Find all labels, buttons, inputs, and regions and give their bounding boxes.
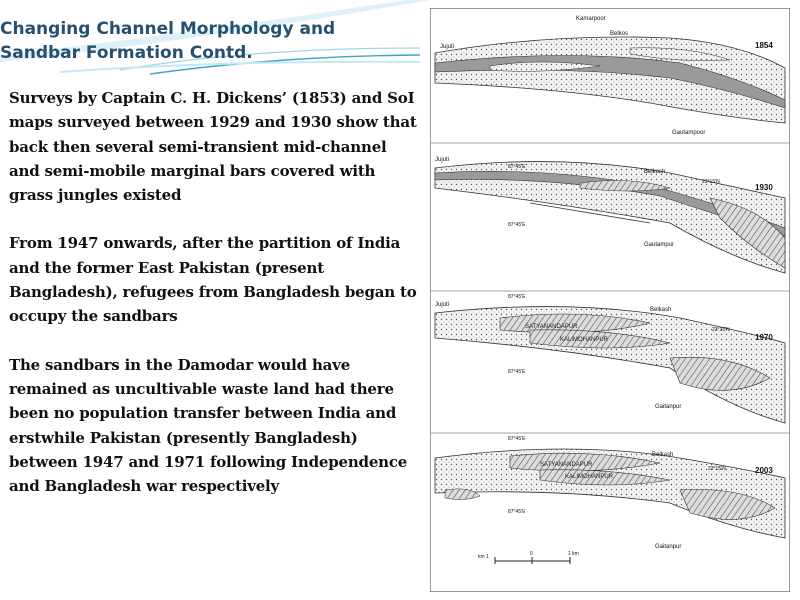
paragraph-surveys: Surveys by Captain C. H. Dickens’ (1853) and SoI maps surveyed between 1929 and 1930 show that back then several semi-transient mid-channel and semi-mobile marginal bars covered with grass jungles existed [9,89,417,205]
paragraph-partition: From 1947 onwards, after the partition of India and the former East Pakistan (present Bangladesh), refugees from Bangladesh began to occupy the sandbars [9,234,417,326]
place-label: Belkosh [644,169,666,175]
coord-label: 87°45'E [508,509,526,515]
paragraph-sandbars: The sandbars in the Damodar would have remained as uncultivable waste land had there been no population transfer between India and erstwhile Pakistan (presently Bangladesh) between 1947 and 1971 following Independence and Bangladesh war respectively [9,355,408,496]
place-label: Gaitanpur [655,544,682,550]
paragraph-gap [9,207,419,231]
year-label: 1970 [755,333,773,342]
place-label: Gautampur [644,242,675,248]
coord-label: 87°45'E [508,436,526,442]
place-label: Gaitanpur [655,404,682,410]
body-text [9,86,419,498]
channel-map [430,8,790,592]
year-label: 1930 [755,183,773,192]
place-label: Jujuti [440,44,455,50]
place-label: Gautampoor [672,130,706,136]
place-label: Jujuti [435,302,450,308]
paragraph-gap [9,329,419,353]
place-label: SATYANANDAPUR [525,324,578,330]
coord-label: 87°45'E [508,294,526,300]
place-label: KALIMOHANPUR [560,337,609,343]
coord-label: 23°15'N [708,466,726,472]
title-line-1: Changing Channel Morphology and [0,19,336,39]
channel-map-figure [430,8,790,592]
place-label: Belkash [652,452,674,458]
place-label: Kamarpoor [576,16,606,22]
coord-label: 87°45'E [508,222,526,228]
title-line-2: Sandbar Formation Contd. [0,43,253,63]
coord-label: 23°15'N [712,327,730,333]
place-label: Belkos [610,31,629,37]
slide-title [0,17,420,65]
year-label: 1854 [755,41,773,50]
scale-label: km 1 [478,554,489,560]
coord-label: 87°45'E [508,369,526,375]
year-label: 2003 [755,466,773,475]
place-label: SATYANANDAPUR [540,462,593,468]
scale-label: 0 [530,551,533,557]
place-label: Jujuti [435,157,450,163]
coord-label: 87°45'E [508,164,526,170]
place-label: Belkash [650,307,672,313]
coord-label: 23°15'N [702,179,720,185]
scale-label: 1 km [568,551,579,557]
place-label: KALIMOHANPUR [565,474,614,480]
